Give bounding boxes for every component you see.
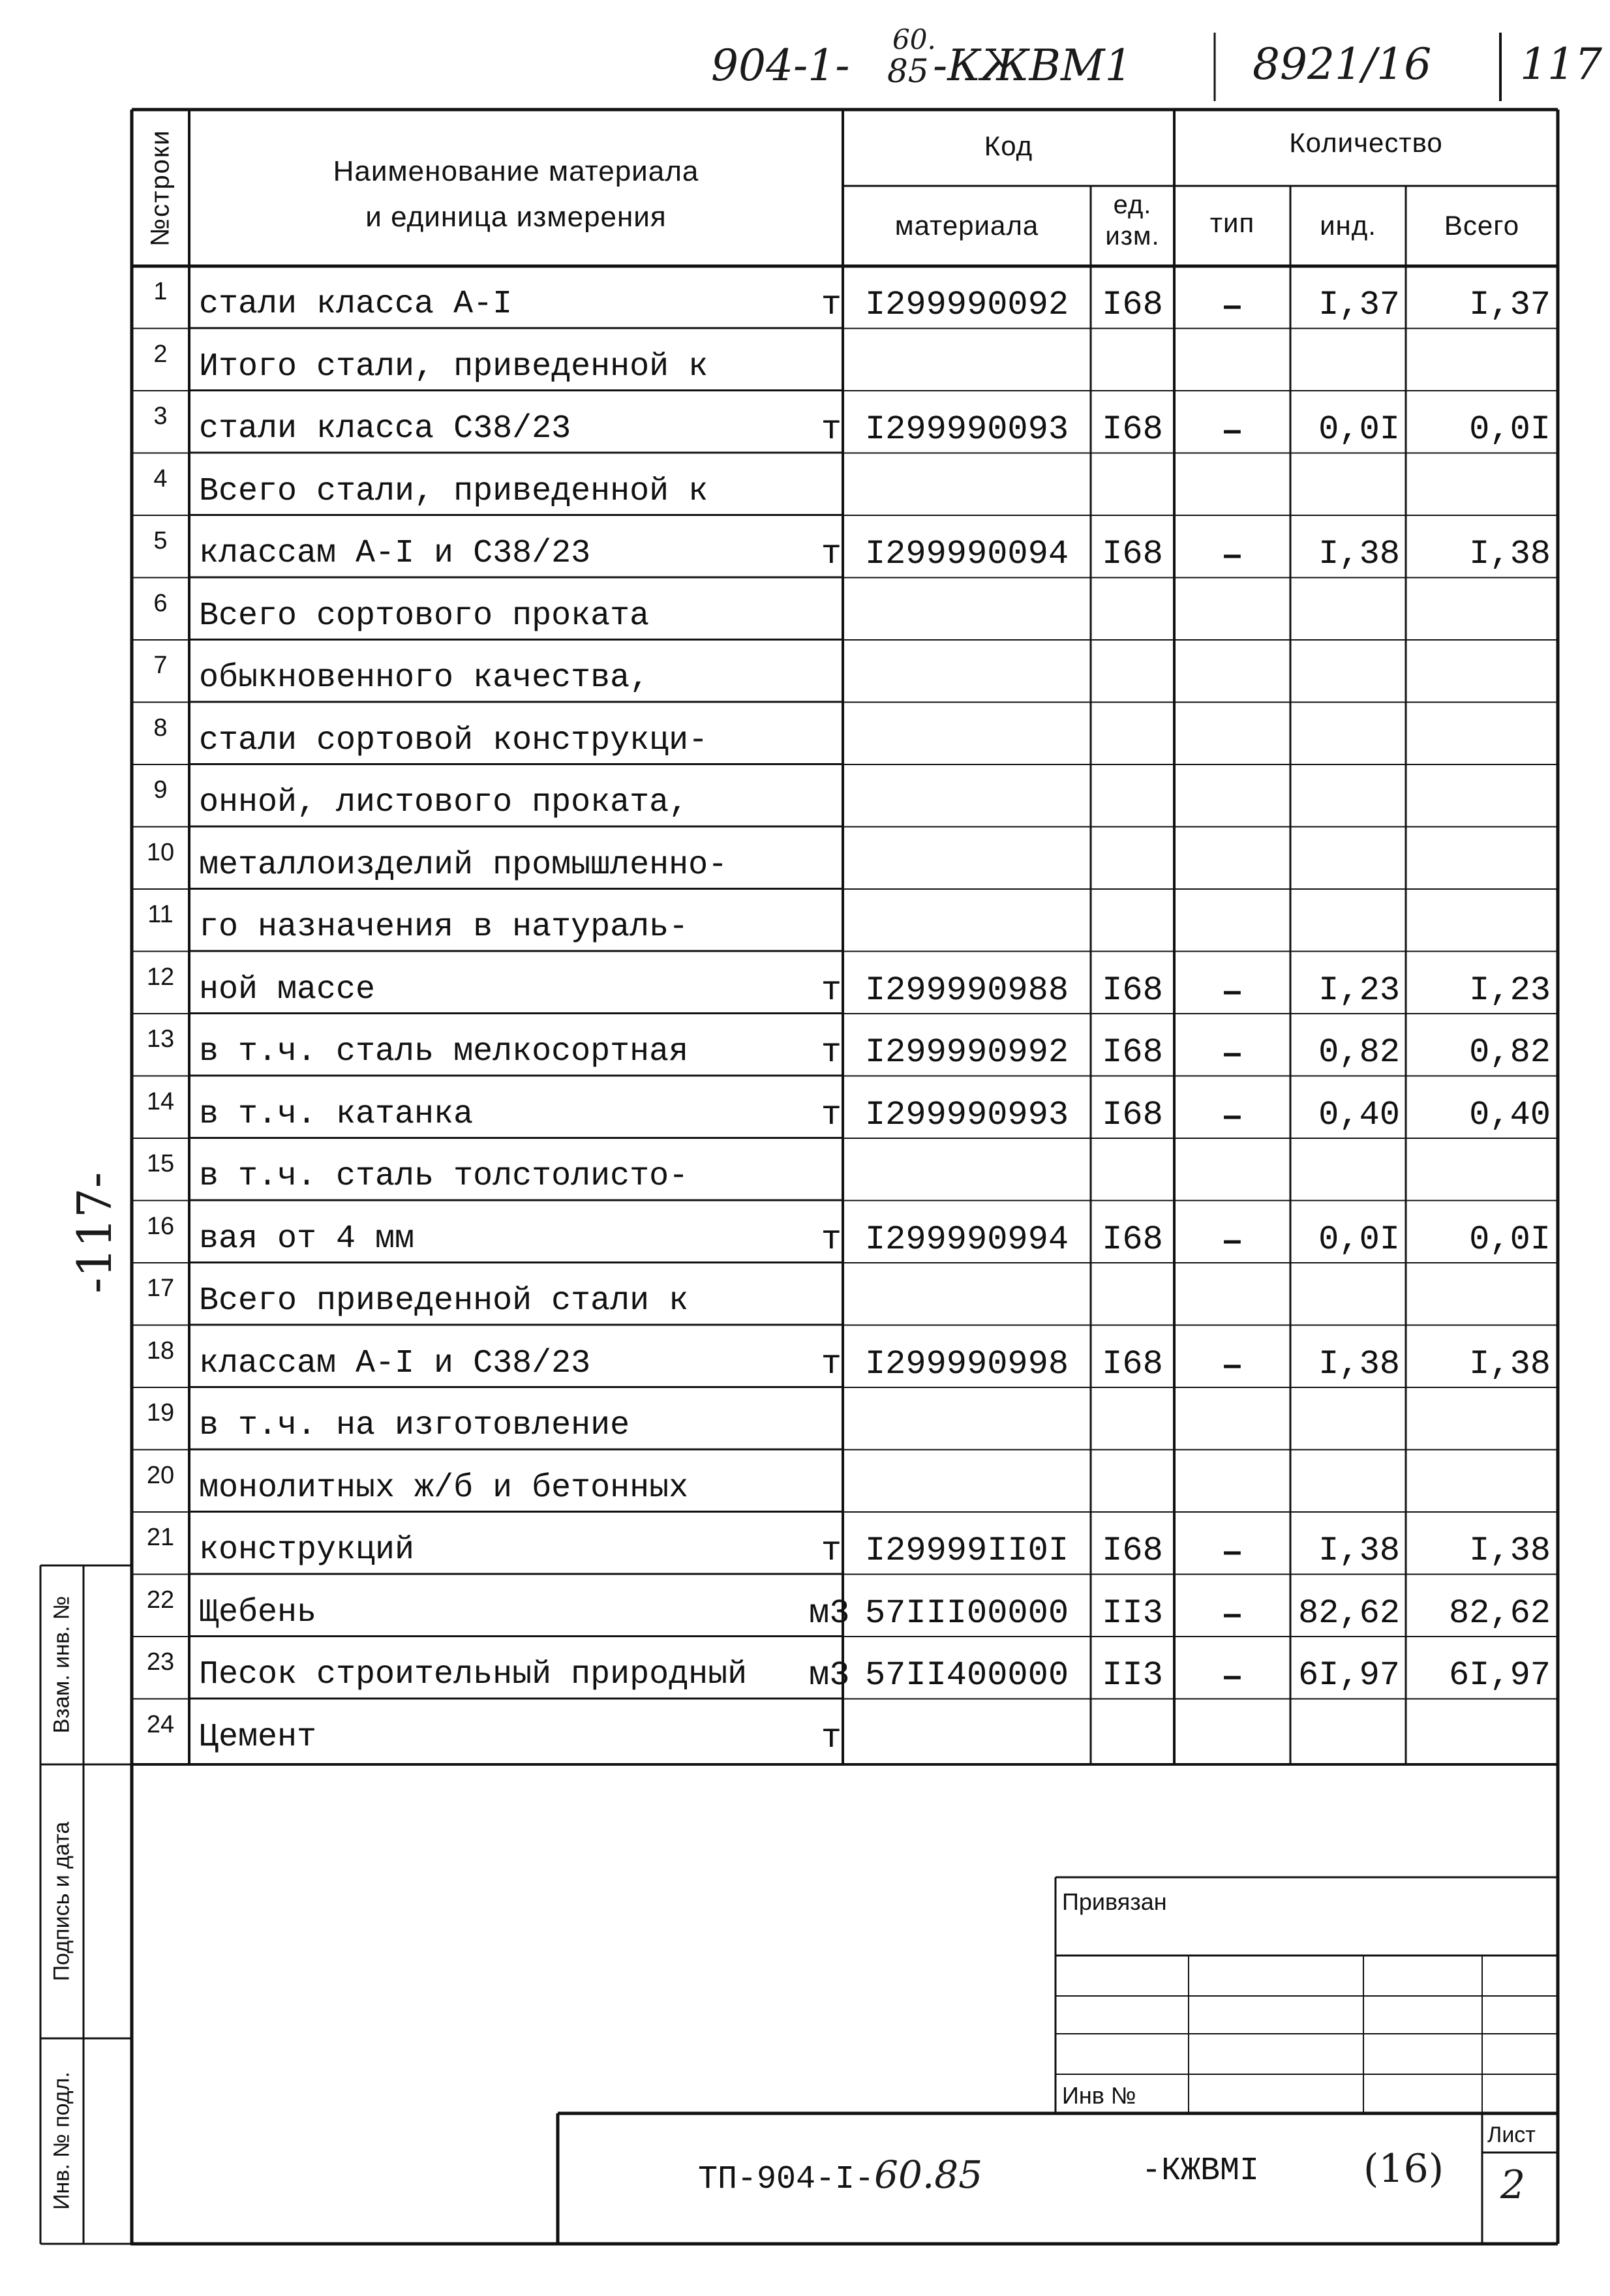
code-group-header: Код bbox=[984, 130, 1033, 161]
row-unit-code: I68 bbox=[1102, 1532, 1163, 1570]
drawing-title bbox=[698, 2152, 982, 2198]
row-unit-code: I68 bbox=[1102, 1220, 1163, 1259]
row-unit: т bbox=[821, 971, 842, 1010]
row-number-header-label: №строки bbox=[145, 129, 175, 247]
row-ind-qty: 6I,97 bbox=[1298, 1656, 1400, 1695]
row-type: – bbox=[1223, 286, 1242, 324]
side-page-mark: -117- bbox=[67, 1171, 122, 1294]
row-number: 20 bbox=[146, 1461, 175, 1489]
name-column-header: Наименование материала и единица измерения bbox=[333, 155, 699, 233]
row-name: Цемент bbox=[199, 1718, 317, 1756]
row-ind-qty: I,23 bbox=[1318, 971, 1400, 1010]
row-name: ной массе bbox=[199, 971, 376, 1008]
row-material-code: I299990092 bbox=[864, 286, 1069, 324]
row-name: в т.ч. сталь толстолисто- bbox=[199, 1158, 689, 1195]
row-material-code: I299990998 bbox=[864, 1344, 1069, 1383]
row-unit-code: I68 bbox=[1102, 535, 1163, 573]
doc-code-fraction-bottom: 85 bbox=[887, 52, 929, 90]
row-total-qty: 0,0I bbox=[1469, 1220, 1551, 1259]
row-number: 23 bbox=[146, 1648, 175, 1676]
row-name: в т.ч. катанка bbox=[199, 1095, 474, 1133]
row-number: 9 bbox=[153, 776, 168, 804]
row-number: 11 bbox=[147, 901, 174, 928]
row-number: 7 bbox=[153, 652, 168, 679]
unit-code-header: ед. изм. bbox=[1105, 190, 1160, 250]
row-material-code: I299990993 bbox=[864, 1095, 1069, 1134]
row-number: 3 bbox=[153, 402, 168, 430]
row-unit-code: I68 bbox=[1102, 971, 1163, 1010]
row-material-code: I299990994 bbox=[864, 1220, 1069, 1259]
row-name: металлоизделий промышленно- bbox=[199, 846, 728, 884]
row-type: – bbox=[1223, 971, 1242, 1010]
row-name: вая от 4 мм bbox=[199, 1220, 415, 1258]
row-number: 8 bbox=[153, 714, 168, 742]
row-total-qty: 82,62 bbox=[1448, 1594, 1551, 1633]
row-ind-qty: 0,0I bbox=[1318, 410, 1400, 449]
row-unit-code: I68 bbox=[1102, 1344, 1163, 1383]
row-material-code: 57II400000 bbox=[864, 1656, 1069, 1695]
row-unit: т bbox=[821, 1095, 842, 1134]
row-name: Всего сортового проката bbox=[199, 597, 650, 635]
drawing-title-printed: ТП-904-I- bbox=[698, 2161, 875, 2198]
row-number: 17 bbox=[146, 1275, 175, 1302]
row-number: 5 bbox=[153, 527, 168, 554]
row-ind-qty: 0,40 bbox=[1318, 1095, 1400, 1134]
row-number: 14 bbox=[146, 1087, 175, 1115]
row-name: в т.ч. сталь мелкосортная bbox=[199, 1033, 689, 1070]
doc-code-suffix: -КЖВМ1 bbox=[933, 40, 1132, 91]
row-unit: т bbox=[821, 1344, 842, 1383]
side-label-original-inv: Инв. № подл. bbox=[49, 2072, 74, 2210]
row-type: – bbox=[1223, 1096, 1242, 1134]
material-code-header: материала bbox=[894, 210, 1039, 241]
total-header: Всего bbox=[1444, 210, 1520, 241]
row-type: – bbox=[1223, 1532, 1242, 1570]
row-name: стали сортовой конструкци- bbox=[199, 721, 708, 759]
row-ind-qty: I,38 bbox=[1318, 1532, 1400, 1570]
row-ind-qty: I,38 bbox=[1318, 535, 1400, 573]
doc-code-fraction-top: 60. bbox=[892, 23, 936, 55]
row-material-code: I29999II0I bbox=[864, 1532, 1069, 1570]
row-number: 1 bbox=[153, 278, 168, 305]
row-unit-code: I68 bbox=[1102, 1095, 1163, 1134]
row-material-code: I299990093 bbox=[864, 410, 1069, 449]
doc-code-prefix: 904-1- bbox=[711, 40, 850, 91]
row-number: 18 bbox=[146, 1337, 175, 1365]
row-material-code: I299990094 bbox=[864, 535, 1069, 573]
binding-inventory-label: Инв № bbox=[1062, 2082, 1136, 2109]
row-unit-code: II3 bbox=[1102, 1656, 1163, 1695]
row-total-qty: 0,82 bbox=[1469, 1033, 1551, 1072]
row-number: 10 bbox=[146, 838, 175, 866]
row-ind-qty: 0,0I bbox=[1318, 1220, 1400, 1259]
row-unit: м3 bbox=[809, 1656, 850, 1695]
page-number: 117 bbox=[1520, 39, 1602, 89]
row-name: стали класса С38/23 bbox=[199, 410, 571, 447]
row-name: монолитных ж/б и бетонных bbox=[199, 1469, 689, 1507]
row-name: Всего стали, приведенной к bbox=[199, 472, 708, 510]
row-unit: т bbox=[821, 1033, 842, 1072]
row-number: 4 bbox=[153, 464, 168, 492]
row-number: 16 bbox=[146, 1212, 175, 1240]
row-name: Итого стали, приведенной к bbox=[199, 348, 708, 385]
side-label-signature-date: Подпись и дата bbox=[49, 1821, 74, 1982]
row-ind-qty: I,37 bbox=[1318, 286, 1400, 324]
sheet-number: 2 bbox=[1500, 2162, 1526, 2208]
ind-header: инд. bbox=[1320, 210, 1376, 241]
drawing-title-handwritten: 60.85 bbox=[874, 2152, 983, 2197]
row-number: 15 bbox=[146, 1150, 175, 1177]
row-unit-code: I68 bbox=[1102, 410, 1163, 449]
row-type: – bbox=[1223, 1034, 1242, 1072]
inventory-number: 8921/16 bbox=[1253, 39, 1432, 89]
row-unit: т bbox=[821, 1718, 842, 1757]
row-unit-code: II3 bbox=[1102, 1594, 1163, 1633]
row-type: – bbox=[1223, 1657, 1242, 1695]
side-label-replace-inv: Взам. инв. № bbox=[49, 1595, 74, 1734]
row-type: – bbox=[1223, 1345, 1242, 1383]
row-number: 22 bbox=[146, 1586, 175, 1614]
row-unit-code: I68 bbox=[1102, 286, 1163, 324]
row-number: 19 bbox=[146, 1399, 175, 1427]
row-name: конструкций bbox=[199, 1532, 415, 1569]
row-total-qty: 6I,97 bbox=[1448, 1656, 1551, 1695]
row-name: классам А-I и С38/23 bbox=[199, 1344, 591, 1382]
row-material-code: 57III00000 bbox=[864, 1594, 1069, 1633]
sheet-label: Лист bbox=[1487, 2122, 1536, 2147]
row-type: – bbox=[1223, 411, 1242, 449]
qty-group-header: Количество bbox=[1289, 127, 1443, 158]
row-number-header bbox=[132, 110, 189, 266]
row-name: го назначения в натураль- bbox=[199, 909, 689, 946]
row-type: – bbox=[1223, 1594, 1242, 1633]
row-number: 21 bbox=[146, 1524, 175, 1551]
row-unit: т bbox=[821, 535, 842, 573]
row-name: Щебень bbox=[199, 1594, 317, 1631]
row-name: обыкновенного качества, bbox=[199, 659, 650, 697]
row-ind-qty: 0,82 bbox=[1318, 1033, 1400, 1072]
drawing-sheet-count: (16) bbox=[1363, 2146, 1444, 2192]
row-unit-code: I68 bbox=[1102, 1033, 1163, 1072]
row-name: классам А-I и С38/23 bbox=[199, 535, 591, 572]
row-name: Песок строительный природный bbox=[199, 1656, 748, 1693]
row-unit: т bbox=[821, 286, 842, 324]
row-total-qty: 0,40 bbox=[1469, 1095, 1551, 1134]
row-unit: т bbox=[821, 1532, 842, 1570]
row-total-qty: I,38 bbox=[1469, 1532, 1551, 1570]
row-name: стали класса А-I bbox=[199, 286, 513, 323]
row-total-qty: 0,0I bbox=[1469, 410, 1551, 449]
row-type: – bbox=[1223, 536, 1242, 573]
row-unit: м3 bbox=[809, 1594, 850, 1633]
binding-stamp-label: Привязан bbox=[1062, 1888, 1167, 1915]
row-number: 24 bbox=[146, 1710, 175, 1738]
row-total-qty: I,23 bbox=[1469, 971, 1551, 1010]
row-type: – bbox=[1223, 1220, 1242, 1259]
row-ind-qty: I,38 bbox=[1318, 1344, 1400, 1383]
row-number: 12 bbox=[146, 963, 175, 991]
row-unit: т bbox=[821, 1220, 842, 1259]
row-total-qty: I,38 bbox=[1469, 535, 1551, 573]
row-total-qty: I,37 bbox=[1469, 286, 1551, 324]
type-header: тип bbox=[1209, 207, 1255, 238]
row-material-code: I299990992 bbox=[864, 1033, 1069, 1072]
row-ind-qty: 82,62 bbox=[1298, 1594, 1400, 1633]
row-number: 13 bbox=[146, 1025, 175, 1053]
row-name: онной, листового проката, bbox=[199, 784, 689, 821]
drawing-title-suffix: -КЖВМI bbox=[1142, 2152, 1260, 2190]
row-total-qty: I,38 bbox=[1469, 1344, 1551, 1383]
row-name: Всего приведенной стали к bbox=[199, 1282, 689, 1320]
row-material-code: I299990988 bbox=[864, 971, 1069, 1010]
row-number: 6 bbox=[153, 589, 168, 617]
row-name: в т.ч. на изготовление bbox=[199, 1407, 630, 1444]
row-unit: т bbox=[821, 410, 842, 449]
row-number: 2 bbox=[153, 340, 168, 368]
